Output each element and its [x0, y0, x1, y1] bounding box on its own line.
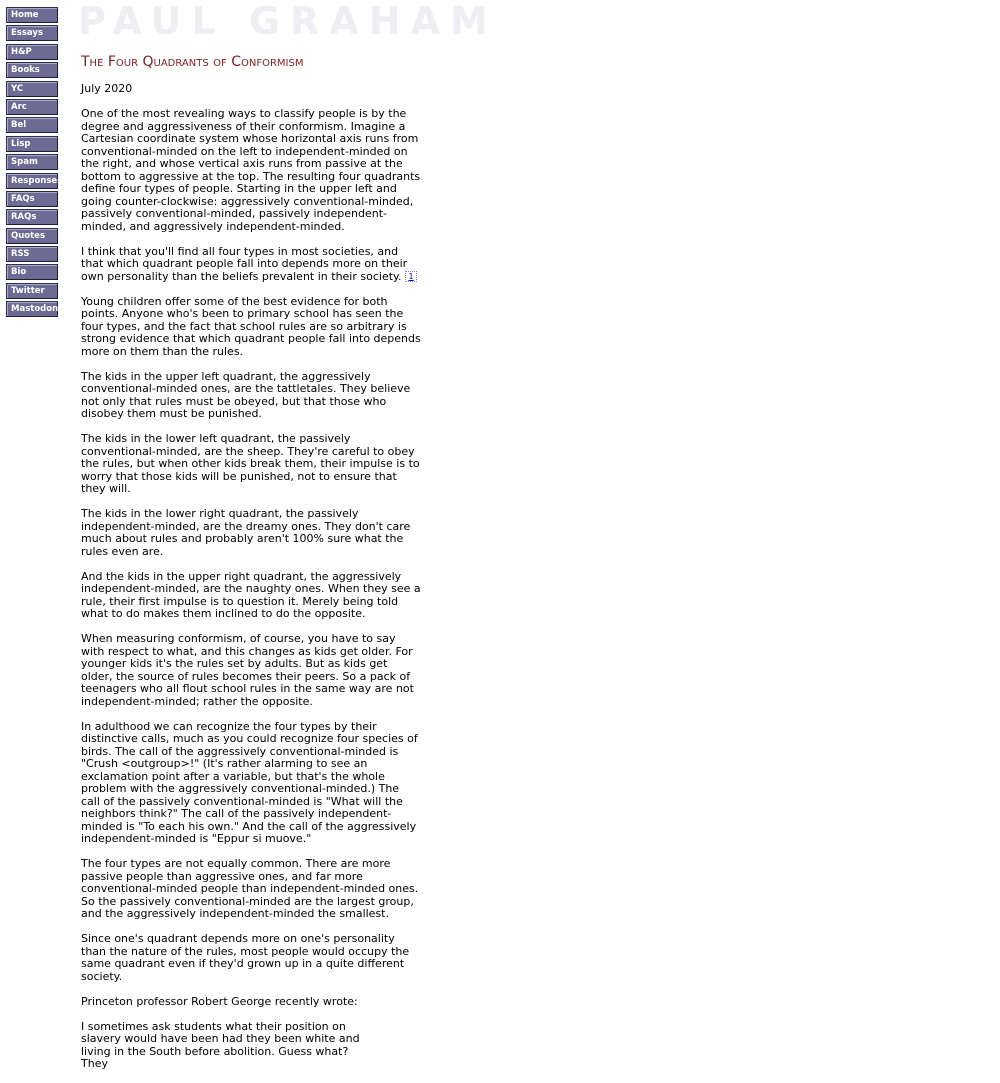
nav-item-yc[interactable]: YC — [6, 81, 58, 97]
paragraph: The four types are not equally common. There are more passive people than aggressive ones, and far more conventional-minded people than independent-minded ones. So the passively conventional-minded are the largest group, and the aggressively independent-minded the smallest. — [81, 857, 419, 920]
paragraph: The kids in the upper left quadrant, the aggressively conventional-minded ones, are the tattletales. They believe not only that rules must be obeyed, but that those who disobey them must be punished. — [81, 369, 411, 420]
essay-title: The Four Quadrants of Conformism — [81, 54, 304, 70]
nav-item-home[interactable]: Home — [6, 7, 58, 23]
article-body — [81, 83, 421, 1083]
essay-date: July 2020 — [81, 82, 133, 95]
site-title-logo[interactable]: PAUL GRAHAM — [78, 0, 498, 43]
paragraph: And the kids in the upper right quadrant, the aggressively independent-minded, are the naughty ones. When they see a rule, their first impulse is to question it. Merely being told what to do makes them inclined to do the opposite. — [81, 569, 421, 620]
sidebar-nav — [6, 7, 63, 320]
nav-item-lisp[interactable]: Lisp — [6, 136, 58, 152]
block-quote: I sometimes ask students what their position on slavery would have been had they been white and living in the South before abolition. Guess what? They — [81, 1019, 360, 1070]
nav-item-rss[interactable]: RSS — [6, 246, 58, 262]
nav-item-spam[interactable]: Spam — [6, 154, 58, 170]
paragraph: The kids in the lower right quadrant, the passively independent-minded, are the dreamy ones. They don't care much about rules and probably aren't 100% sure what the rules even are. — [81, 507, 411, 558]
nav-item-books[interactable]: Books — [6, 62, 58, 78]
nav-item-arc[interactable]: Arc — [6, 99, 58, 115]
nav-item-essays[interactable]: Essays — [6, 25, 58, 41]
nav-item-mastodon[interactable]: Mastodon — [6, 301, 58, 317]
paragraph: In adulthood we can recognize the four types by their distinctive calls, much as you could recognize four species of birds. The call of the aggressively conventional-minded is "Crush <outgroup>!" (It's rather alarming to see an exclamation point after a variable, but that's the whole problem with the aggressively conventional-minded.) The call of the passively conventional-minded is "What will the neighbors think?" The call of the passively independent-minded is "To each his own." And the call of the aggressively independent-minded is "Eppur si muove." — [81, 719, 418, 845]
paragraph: One of the most revealing ways to classify people is by the degree and aggressiveness of their conformism. Imagine a Cartesian coordinate system whose horizontal axis runs from conventional-minded on the left to independent-minded on the right, and whose vertical axis runs from passive at the bottom to aggressive at the top. The resulting four quadrants define four types of people. Starting in the upper left and going counter-clockwise: aggressively conventional-minded, passively conventional-minded, passively independent-minded, and aggressively independent-minded. — [81, 107, 421, 233]
nav-item-twitter[interactable]: Twitter — [6, 283, 58, 299]
paragraph: Since one's quadrant depends more on one's personality than the nature of the rules, most people would occupy the same quadrant even if they'd grown up in a quite different society. — [81, 932, 410, 983]
paragraph: When measuring conformism, of course, you have to say with respect to what, and this changes as kids get older. For younger kids it's the rules set by adults. But as kids get older, the source of rules becomes their peers. So a pack of teenagers who all flout school rules in the same way are not independent-minded; rather the opposite. — [81, 632, 414, 708]
nav-item-bel[interactable]: Bel — [6, 117, 58, 133]
paragraph: Princeton professor Robert George recently wrote: — [81, 994, 358, 1008]
nav-item-responses[interactable]: Responses — [6, 173, 58, 189]
nav-item-hp[interactable]: H&P — [6, 44, 58, 60]
nav-item-raqs[interactable]: RAQs — [6, 209, 58, 225]
paragraph — [81, 246, 421, 284]
paragraph: Young children offer some of the best evidence for both points. Anyone who's been to primary school has seen the four types, and the fact that school rules are so arbitrary is strong evidence that which quadrant people fall into depends more on them than the rules. — [81, 294, 421, 358]
paragraph-text: I think that you'll find all four types in most societies, and that which quadrant people fall into depends more on their own personality than the beliefs prevalent in their society. — [81, 244, 408, 283]
footnote-link[interactable]: 1 — [405, 271, 416, 282]
nav-item-quotes[interactable]: Quotes — [6, 228, 58, 244]
paragraph: The kids in the lower left quadrant, the passively conventional-minded, are the sheep. They're careful to obey the rules, but when other kids break them, their impulse is to worry that those kids will be punished, not to ensure that they will. — [81, 432, 420, 495]
nav-item-faqs[interactable]: FAQs — [6, 191, 58, 207]
nav-item-bio[interactable]: Bio — [6, 264, 58, 280]
